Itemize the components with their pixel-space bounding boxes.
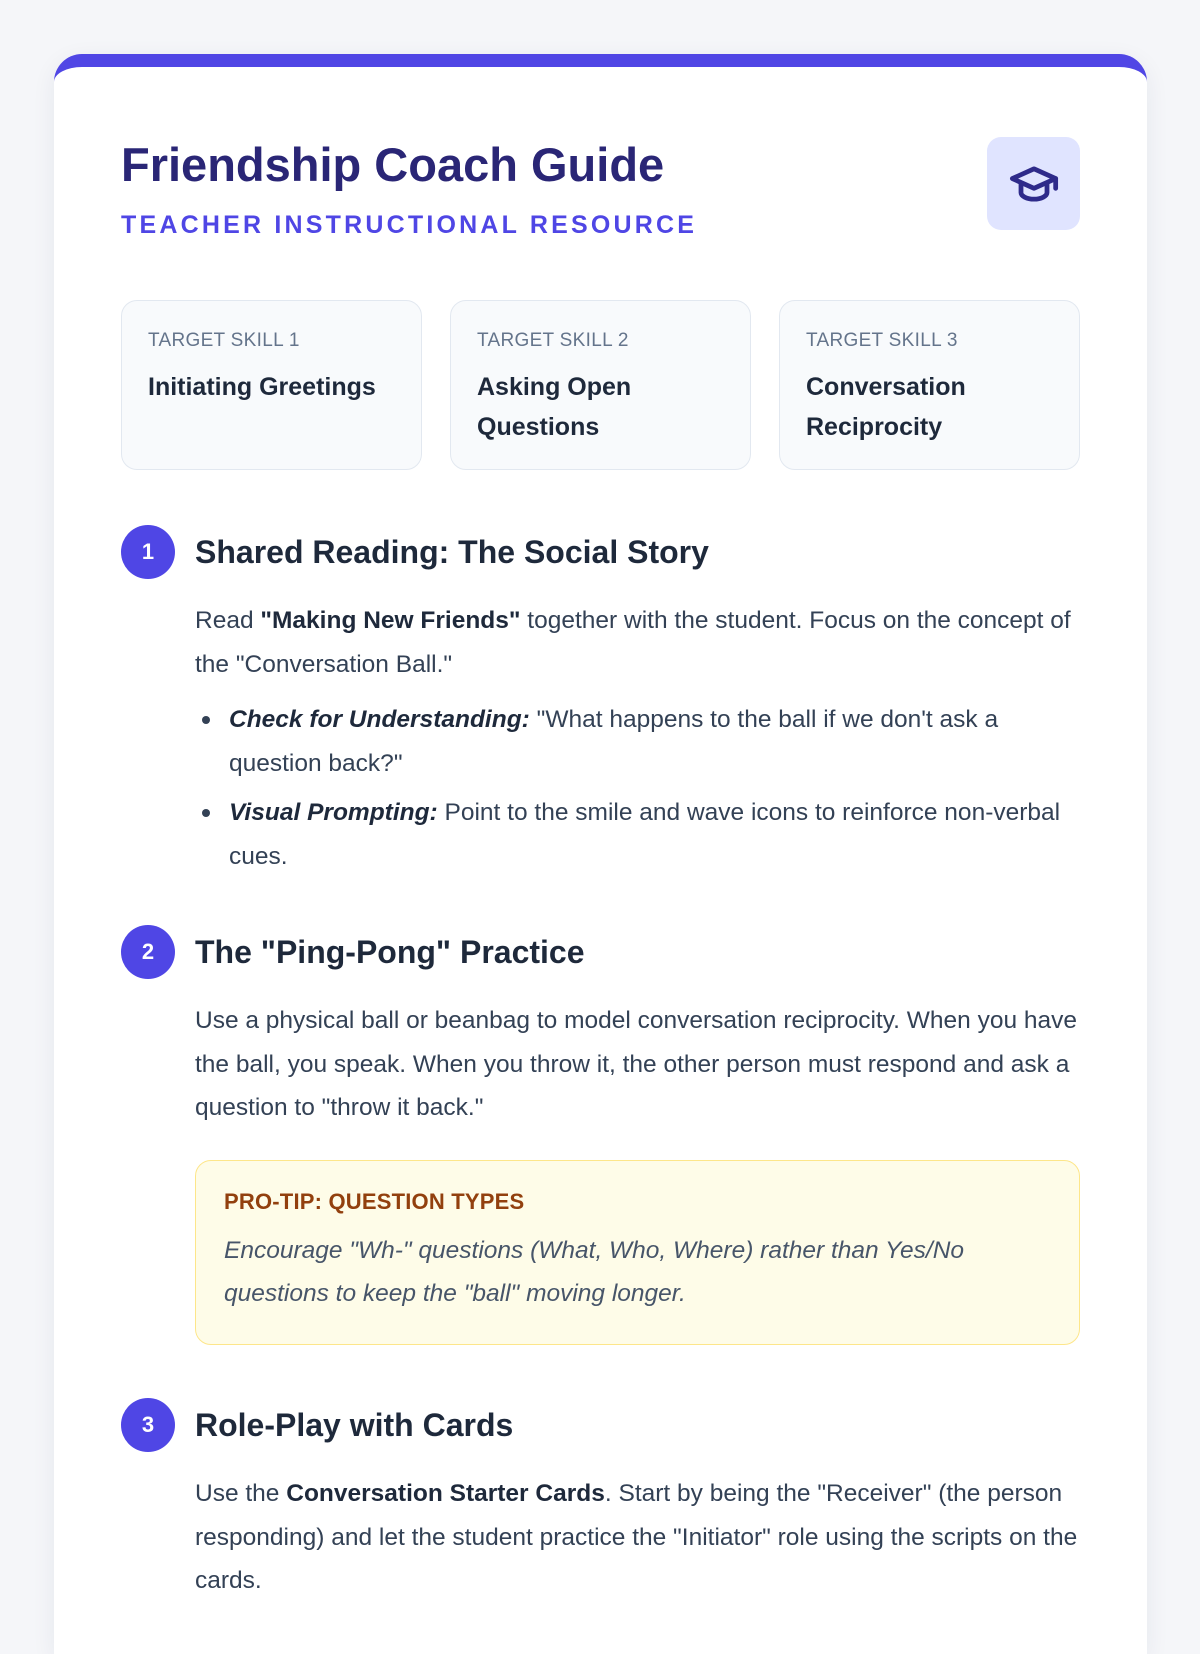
text-segment: Read (195, 607, 261, 634)
text-segment: Use the (195, 1480, 287, 1507)
story-title: "Making New Friends" (260, 607, 521, 634)
bullet-text: "What happens to the ball if we don't ask a question back?" (229, 706, 999, 777)
step-body (195, 1472, 1080, 1603)
step-description (195, 1472, 1080, 1603)
target-skills (121, 300, 1080, 470)
text-segment: . Start by being the "Receiver" (the person responding) and let the student practice the "Initiator" role using the scripts on the cards. (195, 1480, 1078, 1594)
text-segment: together with the student. Focus on the concept of the "Conversation Ball." (195, 607, 1071, 678)
step-2 (121, 925, 1080, 1345)
bullet-lead: Check for Understanding: (229, 706, 530, 733)
step-title: Role-Play with Cards (195, 1407, 514, 1443)
step-body (195, 599, 1080, 878)
step-body (195, 999, 1080, 1345)
step-header (121, 525, 1080, 579)
step-bullet-list (195, 698, 1080, 878)
list-item (195, 791, 1080, 878)
skill-card-1 (121, 300, 422, 470)
card-set-name: Conversation Starter Cards (286, 1480, 605, 1507)
pro-tip-title: PRO-TIP: QUESTION TYPES (224, 1188, 525, 1214)
step-1 (121, 525, 1080, 884)
guide-card (54, 54, 1147, 1654)
step-header (121, 925, 1080, 979)
skill-name: Initiating Greetings (148, 373, 376, 401)
skill-card-3 (779, 300, 1080, 470)
guide-header (121, 137, 1080, 257)
skill-card-2 (450, 300, 751, 470)
step-3 (121, 1398, 1080, 1603)
page-title: Friendship Coach Guide (121, 138, 665, 191)
step-description (195, 599, 1080, 686)
step-header (121, 1398, 1080, 1452)
skill-label: TARGET SKILL 3 (806, 330, 958, 351)
step-number-badge: 1 (121, 525, 175, 579)
graduation-cap-icon (987, 137, 1080, 230)
skill-name: Asking Open Questions (477, 373, 632, 441)
step-number-badge: 3 (121, 1398, 175, 1452)
pro-tip-box (195, 1160, 1080, 1345)
step-description: Use a physical ball or beanbag to model conversation reciprocity. When you have the ball, you speak. When you throw it, the other person must respond and ask a question to "throw it back." (195, 1007, 1078, 1121)
list-item (195, 698, 1080, 785)
skill-label: TARGET SKILL 1 (148, 330, 300, 351)
skill-label: TARGET SKILL 2 (477, 330, 629, 351)
step-title: The "Ping-Pong" Practice (195, 934, 585, 970)
step-number-badge: 2 (121, 925, 175, 979)
bullet-text: Point to the smile and wave icons to reinforce non-verbal cues. (229, 799, 1061, 870)
pro-tip-text: Encourage "Wh-" questions (What, Who, Where) rather than Yes/No questions to keep the "ball" moving longer. (224, 1236, 965, 1307)
step-title: Shared Reading: The Social Story (195, 534, 709, 570)
skill-name: Conversation Reciprocity (806, 373, 966, 441)
bullet-lead: Visual Prompting: (229, 799, 438, 826)
page-subtitle: TEACHER INSTRUCTIONAL RESOURCE (121, 211, 698, 239)
